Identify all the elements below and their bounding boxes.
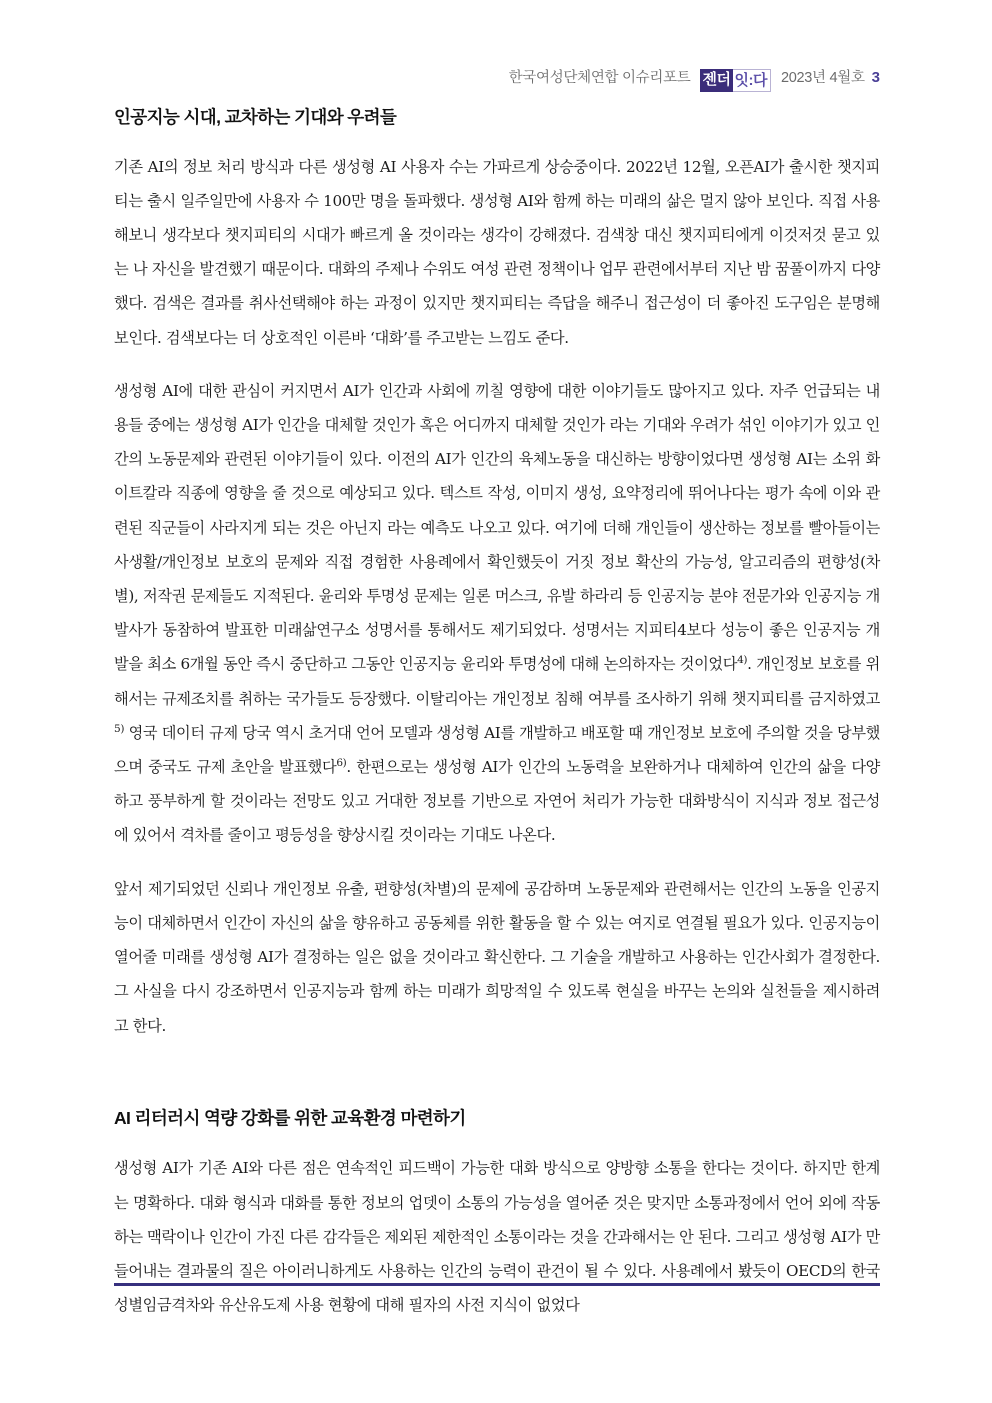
section-title-1: 인공지능 시대, 교차하는 기대와 우려들 [114, 107, 397, 127]
article-body [114, 106, 880, 1322]
footnote-ref-4: 4) [737, 654, 748, 667]
paragraph-1: 기존 AI의 정보 처리 방식과 다른 생성형 AI 사용자 수는 가파르게 상승중이다. 2022년 12월, 오픈AI가 출시한 챗지피티는 출시 일주일만에 사용자 수 100만 명을 돌파했다. 생성형 AI와 함께 하는 미래의 삶은 멀지 않아 보인다. 직접 사용해보니 생각보다 챗지피티의 시대가 빠르게 올 것이라는 생각이 강해졌다. 검색창 대신 챗지피티에게 이것저것 묻고 있는 나 자신을 발견했기 때문이다. 대화의 주제나 수위도 여성 관련 정책이나 업무 관련에서부터 지난 밤 꿈풀이까지 다양했다. 검색은 결과를 취사선택해야 하는 과정이 있지만 챗지피티는 즉답을 해주니 접근성이 더 좋아진 도구임은 분명해 보인다. 검색보다는 더 상호적인 이른바 ‘대화’를 주고받는 느낌도 준다. [114, 157, 880, 347]
page-number: 3 [871, 69, 880, 86]
paragraph-4: 생성형 AI가 기존 AI와 다른 점은 연속적인 피드백이 가능한 대화 방식으로 양방향 소통을 한다는 것이다. 하지만 한계는 명확하다. 대화 형식과 대화를 통한 정보의 업뎃이 소통의 가능성을 열어준 것은 맞지만 소통과정에서 언어 외에 작동하는 맥락이나 인간이 가진 다른 감각들은 제외된 제한적인 소통이라는 것을 간과해서는 안 된다. 그리고 생성형 AI가 만들어내는 결과물의 질은 아이러니하게도 사용하는 인간의 능력이 관건이 될 수 있다. 사용례에서 봤듯이 OECD의 한국 성별임금격차와 유산유도제 사용 현황에 대해 필자의 사전 지식이 없었다 [114, 1159, 880, 1315]
running-header [509, 66, 880, 90]
brand-logo-second: 잇:다 [733, 69, 771, 92]
paragraph-2 [114, 374, 880, 853]
brand-logo [700, 69, 771, 92]
footnote-ref-6: 6) [336, 757, 347, 770]
section-title-2: AI 리터러시 역량 강화를 위한 교육환경 마련하기 [114, 1107, 466, 1128]
brand-logo-first: 젠더 [700, 69, 733, 92]
header-issue: 2023년 4월호 [780, 70, 865, 86]
paragraph-3: 앞서 제기되었던 신뢰나 개인정보 유출, 편향성(차별)의 문제에 공감하며 노동문제와 관련해서는 인간의 노동을 인공지능이 대체하면서 인간이 자신의 삶을 향유하고 공동체를 위한 활동을 할 수 있는 여지로 연결될 필요가 있다. 인공지능이 열어줄 미래를 생성형 AI가 결정하는 일은 없을 것이라고 확신한다. 그 기술을 개발하고 사용하는 인간사회가 결정한다. 그 사실을 다시 강조하면서 인공지능과 함께 하는 미래가 희망적일 수 있도록 현실을 바꾸는 논의와 실천들을 제시하려고 한다. [114, 879, 880, 1035]
header-organization: 한국여성단체연합 이슈리포트 [508, 70, 691, 86]
paragraph-2-part-d: . 한편으로는 생성형 AI가 인간의 노동력을 보완하거나 대체하여 인간의 삶을 다양하고 풍부하게 할 것이라는 전망도 있고 거대한 정보를 기반으로 자연어 처리가 가능한 대화방식이 지식과 정보 접근성에 있어서 격차를 줄이고 평등성을 향상시킬 것이라는 기대도 나온다. [114, 758, 880, 845]
paragraph-2-part-b: . 개인정보 보호를 위해서는 규제조치를 취하는 국가들도 등장했다. 이탈리아는 개인정보 침해 여부를 조사하기 위해 챗지피티를 금지하였고 [114, 655, 880, 708]
paragraph-2-part-a: 생성형 AI에 대한 관심이 커지면서 AI가 인간과 사회에 끼칠 영향에 대한 이야기들도 많아지고 있다. 자주 언급되는 내용들 중에는 생성형 AI가 인간을 대체할 것인가 혹은 어디까지 대체할 것인가 라는 기대와 우려가 섞인 이야기가 있고 인간의 노동문제와 관련된 이야기들이 있다. 이전의 AI가 인간의 육체노동을 대신하는 방향이었다면 생성형 AI는 소위 화이트칼라 직종에 영향을 줄 것으로 예상되고 있다. 텍스트 작성, 이미지 생성, 요약정리에 뛰어나다는 평가 속에 이와 관련된 직군들이 사라지게 되는 것은 아닌지 라는 예측도 나오고 있다. 여기에 더해 개인들이 생산하는 정보를 빨아들이는 사생활/개인정보 보호의 문제와 직접 경험한 사용례에서 확인했듯이 거짓 정보 확산의 가능성, 알고리즘의 편향성(차별), 저작권 문제들도 지적된다. 윤리와 투명성 문제는 일론 머스크, 유발 하라리 등 인공지능 분야 전문가와 인공지능 개발사가 동참하여 발표한 미래삶연구소 성명서를 통해서도 제기되었다. 성명서는 지피티4보다 성능이 좋은 인공지능 개발을 최소 6개월 동안 즉시 중단하고 그동안 인공지능 윤리와 투명성에 대해 논의하자는 것이었다 [114, 381, 880, 674]
paragraph-2-part-c: 영국 데이터 규제 당국 역시 초거대 언어 모델과 생성형 AI를 개발하고 배포할 때 개인정보 보호에 주의할 것을 당부했으며 중국도 규제 초안을 발표했다 [114, 723, 880, 777]
footnote-separator-rule [114, 1283, 880, 1286]
footnote-ref-5: 5) [114, 722, 125, 735]
